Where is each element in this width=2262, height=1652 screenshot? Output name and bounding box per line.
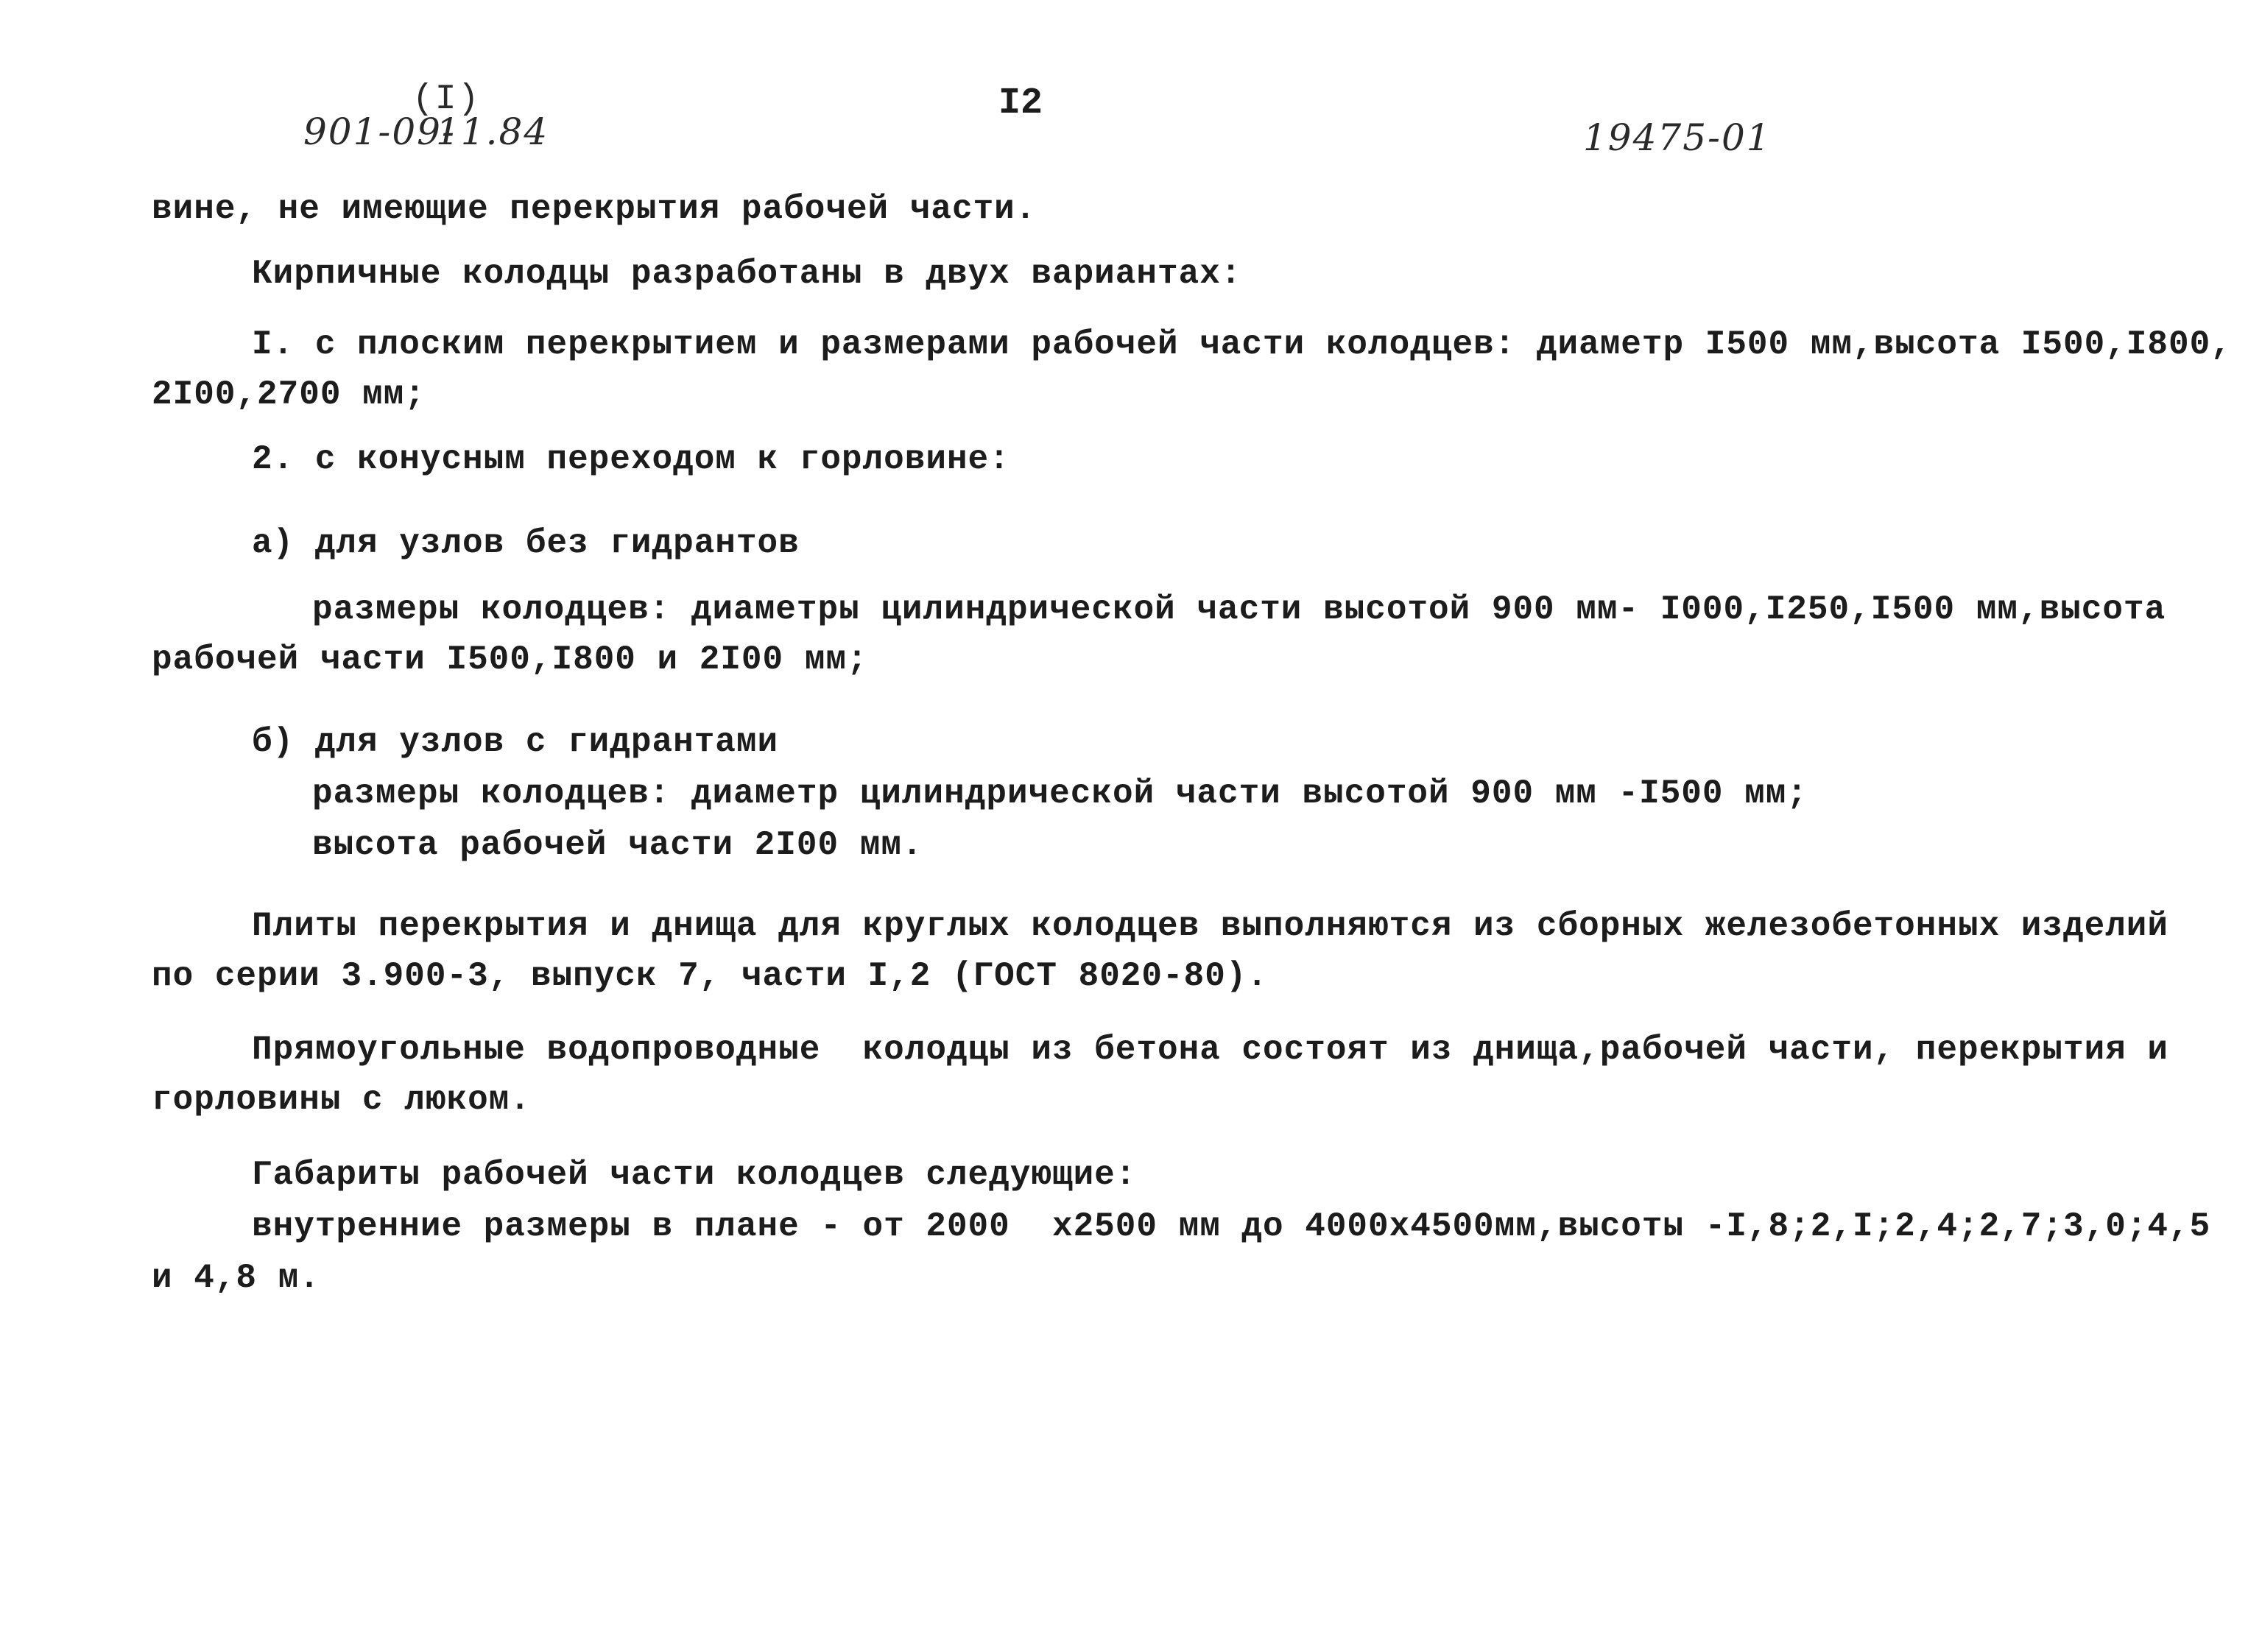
text-line: а) для узлов без гидрантов — [252, 524, 800, 562]
issue-number: (I) — [412, 80, 481, 119]
text-line: Габариты рабочей части колодцев следующие: — [252, 1156, 1137, 1194]
series-prefix: 901-09- — [303, 110, 456, 153]
inventory-number: 19475-01 — [1583, 116, 1772, 159]
text-line: размеры колодцев: диаметры цилиндрической части высотой 900 мм- I000,I250,I500 мм,высота — [312, 590, 2166, 629]
text-line: горловины с люком. — [152, 1081, 531, 1119]
text-line: по серии 3.900-3, выпуск 7, части I,2 (ГОСТ 8020-80). — [152, 957, 1269, 995]
text-line: внутренние размеры в плане - от 2000 x2500 мм до 4000x4500мм,высоты -I,8;2,I;2,4;2,7;3,0;4,5 — [252, 1207, 2211, 1246]
text-line: 2. с конусным переходом к горловине: — [252, 440, 1010, 479]
text-line: рабочей части I500,I800 и 2I00 мм; — [152, 640, 868, 679]
page-number: I2 — [998, 82, 1043, 124]
text-line: б) для узлов с гидрантами — [252, 723, 779, 761]
series-suffix: 11.84 — [436, 110, 549, 153]
text-line: и 4,8 м. — [152, 1259, 320, 1297]
text-line: высота рабочей части 2I00 мм. — [312, 826, 923, 864]
text-line: вине, не имеющие перекрытия рабочей части. — [152, 190, 1037, 228]
text-line: 2I00,2700 мм; — [152, 375, 426, 414]
text-line: Плиты перекрытия и днища для круглых колодцев выполняются из сборных железобетонных изделий — [252, 907, 2169, 945]
text-line: размеры колодцев: диаметр цилиндрической части высотой 900 мм -I500 мм; — [312, 774, 1808, 813]
text-line: I. с плоским перекрытием и размерами рабочей части колодцев: диаметр I500 мм,высота I500,I800, — [252, 325, 2232, 364]
text-line: Кирпичные колодцы разработаны в двух вариантах: — [252, 255, 1242, 293]
text-line: Прямоугольные водопроводные колодцы из бетона состоят из днища,рабочей части, перекрытия и — [252, 1031, 2169, 1069]
